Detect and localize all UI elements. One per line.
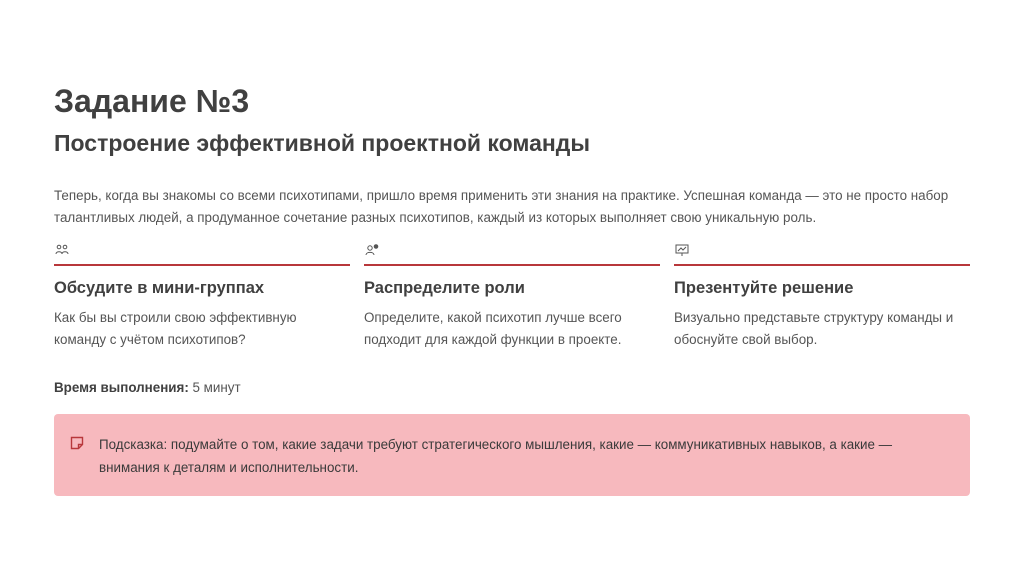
time-info <box>54 378 241 398</box>
column-roles <box>364 243 660 351</box>
column-text: Определите, какой психотип лучше всего подходит для каждой функции в проекте. <box>364 310 622 347</box>
page-subtitle: Построение эффективной проектной команды <box>54 130 591 156</box>
presentation-icon <box>675 243 689 257</box>
column-title: Презентуйте решение <box>674 279 854 297</box>
hint-text: Подсказка: подумайте о том, какие задачи требуют стратегического мышления, какие — коммуникативных навыков, а какие — внимания к деталям и исполнительности. <box>99 437 893 475</box>
page-title: Задание №3 <box>54 83 250 119</box>
column-text: Визуально представьте структуру команды и обоснуйте свой выбор. <box>674 310 954 347</box>
time-label: Время выполнения: <box>54 380 189 395</box>
column-text: Как бы вы строили свою эффективную команду с учётом психотипов? <box>54 310 297 347</box>
column-divider <box>364 264 660 266</box>
note-icon <box>70 436 84 450</box>
intro-paragraph: Теперь, когда вы знакомы со всеми психотипами, пришло время применить эти знания на практике. Успешная команда — это не просто набор талантливых людей, а продуманное сочетание разных психотипов, каждый из которых выполняет свою уникальную роль. <box>54 188 949 225</box>
hint-box <box>54 414 970 496</box>
user-settings-icon <box>365 243 379 257</box>
column-title: Распределите роли <box>364 279 525 297</box>
column-divider <box>674 264 970 266</box>
column-discuss <box>54 243 350 351</box>
task-columns <box>54 243 970 363</box>
column-title: Обсудите в мини-группах <box>54 279 265 297</box>
group-icon <box>55 243 69 257</box>
time-value: 5 минут <box>188 380 241 395</box>
column-divider <box>54 264 350 266</box>
slide <box>54 0 970 574</box>
column-present <box>674 243 970 351</box>
